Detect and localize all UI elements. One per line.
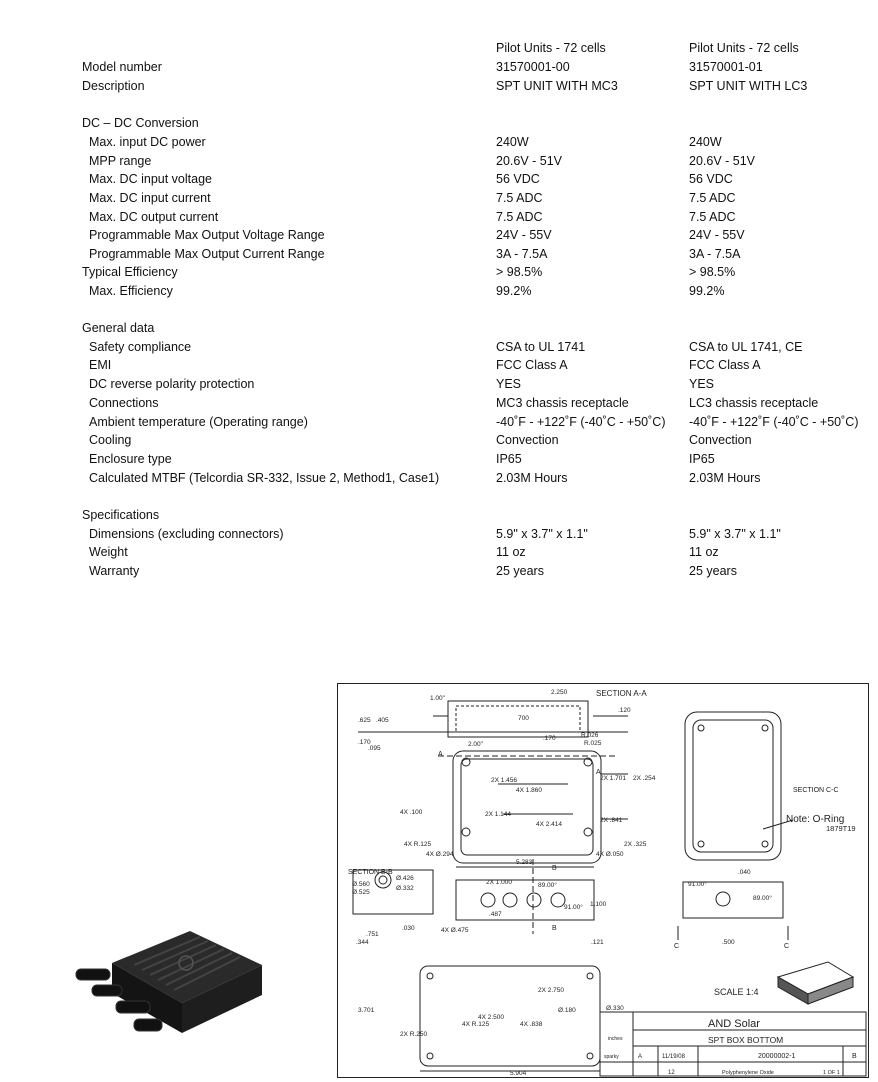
- spec-row: [0, 469, 878, 487]
- dim-label: 4X .100: [400, 809, 423, 816]
- section-marker: C: [784, 943, 790, 950]
- dim-label: 700: [518, 715, 529, 722]
- spec-value-2: YES: [689, 377, 715, 391]
- port: [503, 893, 517, 907]
- spec-label: Weight: [89, 545, 128, 559]
- spec-value-2: CSA to UL 1741, CE: [689, 340, 803, 354]
- dim-label: 2X R.250: [400, 1031, 428, 1038]
- revision: B: [852, 1053, 857, 1060]
- dim-label: .625: [358, 717, 371, 724]
- dim-label: Ø.330: [606, 1005, 624, 1012]
- spec-row: [0, 338, 878, 356]
- spec-value-2: 31570001-01: [689, 60, 763, 74]
- spec-row: [0, 525, 878, 543]
- spec-row: [0, 152, 878, 170]
- dim-label: .120: [618, 707, 631, 714]
- units: inches: [608, 1036, 623, 1042]
- port: [527, 893, 541, 907]
- drawing-title: SPT BOX BOTTOM: [708, 1035, 784, 1045]
- section-cc-inner: [693, 720, 773, 852]
- port: [481, 893, 495, 907]
- dim-label: 2X .254: [633, 775, 656, 782]
- section-aa-label: SECTION A-A: [596, 689, 647, 698]
- spec-value-1: > 98.5%: [496, 265, 543, 279]
- spec-value-1: 25 years: [496, 564, 544, 578]
- spec-value-2: 3A - 7.5A: [689, 247, 741, 261]
- port: [551, 893, 565, 907]
- spec-value-2: 240W: [689, 135, 722, 149]
- dim-label: 2X 1.701: [600, 775, 627, 782]
- dim-label: .095: [368, 745, 381, 752]
- dim-label: 4X Ø.050: [596, 851, 624, 858]
- dim-label: 1.00": [430, 695, 445, 702]
- spec-label: Connections: [89, 396, 159, 410]
- spec-value-1: 20.6V - 51V: [496, 154, 563, 168]
- spec-value-2: IP65: [689, 452, 715, 466]
- section-bb-label: SECTION B-B: [348, 869, 393, 876]
- spec-label: DC – DC Conversion: [82, 116, 199, 130]
- spec-row: [0, 133, 878, 151]
- spec-label: Description: [82, 79, 145, 93]
- dim-label: 4X 2.414: [536, 821, 563, 828]
- technical-drawing: [337, 683, 869, 1078]
- drawing-scale: 12: [668, 1070, 675, 1076]
- drawing-date: 11/19/08: [662, 1054, 685, 1060]
- spec-value-1: 31570001-00: [496, 60, 570, 74]
- spec-label: Warranty: [89, 564, 140, 578]
- front-view-outline: [456, 880, 594, 920]
- dim-label: Ø.525: [352, 889, 370, 896]
- note-label: Note: O-Ring: [786, 814, 845, 825]
- spec-label: Model number: [82, 60, 162, 74]
- spec-label: Max. DC output current: [89, 210, 219, 224]
- dim-label: 91.00°: [688, 881, 707, 888]
- section-marker: A: [596, 769, 601, 776]
- dim-label: .170: [543, 735, 556, 742]
- dim-label: Ø.180: [558, 1007, 576, 1014]
- spec-label: Max. DC input current: [89, 191, 211, 205]
- spec-value-1: 240W: [496, 135, 529, 149]
- spec-label: Programmable Max Output Current Range: [89, 247, 325, 261]
- dim-label: .487: [489, 911, 502, 918]
- dim-label: .751: [366, 931, 379, 938]
- sheet-number: 1 OF 1: [823, 1070, 840, 1076]
- iso-box-front: [778, 977, 808, 1004]
- dim-label: 91.00°: [564, 904, 583, 911]
- hole: [698, 841, 704, 847]
- dim-label: 2.00": [468, 741, 483, 748]
- spec-value-1: 3A - 7.5A: [496, 247, 548, 261]
- spec-row: [0, 208, 878, 226]
- dim-label: .030: [402, 925, 415, 932]
- iso-box-side: [808, 977, 853, 1004]
- hole: [698, 725, 704, 731]
- spec-label: Dimensions (excluding connectors): [89, 527, 284, 541]
- dim-label: .500: [722, 939, 735, 946]
- section-cc-label: SECTION C-C: [793, 787, 839, 794]
- dim-label: R.026: [581, 732, 599, 739]
- spec-row: [0, 450, 878, 468]
- spec-row: [0, 189, 878, 207]
- spec-label: Typical Efficiency: [82, 265, 178, 279]
- dim-label: Ø.560: [352, 881, 370, 888]
- hole: [427, 973, 433, 979]
- hole: [584, 828, 592, 836]
- spec-value-1: IP65: [496, 452, 522, 466]
- drawing-number: 20000002-1: [758, 1053, 796, 1060]
- spec-row: [0, 226, 878, 244]
- dim-label: R.025: [584, 740, 602, 747]
- spec-value-2: SPT UNIT WITH LC3: [689, 79, 808, 93]
- connector-bore-inner: [379, 876, 387, 884]
- material: Polyphenylene Oxide: [722, 1070, 774, 1076]
- spec-value-1: 2.03M Hours: [496, 471, 568, 485]
- dim-label: 2X 2.750: [538, 987, 565, 994]
- dim-label: .170: [358, 739, 371, 746]
- section-marker: C: [674, 943, 680, 950]
- section-cc-outline: [685, 712, 781, 860]
- drawn-by: sparky: [604, 1054, 619, 1060]
- spec-value-2: 25 years: [689, 564, 737, 578]
- dim-label: 89.00°: [753, 895, 772, 902]
- section-marker: B: [552, 865, 557, 872]
- spec-label: Programmable Max Output Voltage Range: [89, 228, 325, 242]
- spec-row: [0, 562, 878, 580]
- hole: [762, 841, 768, 847]
- spec-label: Ambient temperature (Operating range): [89, 415, 308, 429]
- spec-value-2: Convection: [689, 433, 752, 447]
- drawing-svg: [338, 684, 868, 1077]
- dim-label: 4X 1.860: [516, 787, 543, 794]
- spec-value-2: 56 VDC: [689, 172, 733, 186]
- spec-row: [0, 506, 878, 524]
- spec-value-1: Convection: [496, 433, 559, 447]
- dim-label: 5.904: [510, 1070, 527, 1077]
- spec-value-2: FCC Class A: [689, 358, 761, 372]
- hole: [587, 1053, 593, 1059]
- dim-label: .121: [591, 939, 604, 946]
- hole: [587, 973, 593, 979]
- top-view-outline: [453, 751, 601, 863]
- spec-row: [0, 58, 878, 76]
- spec-label: Specifications: [82, 508, 160, 522]
- spec-value-1: -40˚F - +122˚F (-40˚C - +50˚C): [496, 415, 666, 429]
- dim-label: .405: [376, 717, 389, 724]
- spec-value-1: SPT UNIT WITH MC3: [496, 79, 618, 93]
- spec-label: Safety compliance: [89, 340, 192, 354]
- spec-value-2: 99.2%: [689, 284, 725, 298]
- spec-value-1: 7.5 ADC: [496, 210, 543, 224]
- dim-label: 4X R.125: [462, 1021, 490, 1028]
- spec-row: [0, 77, 878, 95]
- spec-value-2: 11 oz: [689, 545, 719, 559]
- dim-label: Ø.332: [396, 885, 414, 892]
- spec-value-1: 7.5 ADC: [496, 191, 543, 205]
- spec-value-1: CSA to UL 1741: [496, 340, 586, 354]
- spec-row: [0, 282, 878, 300]
- port: [716, 892, 730, 906]
- spec-value-2: 7.5 ADC: [689, 210, 736, 224]
- spec-label: Max. Efficiency: [89, 284, 173, 298]
- spec-value-1: 11 oz: [496, 545, 526, 559]
- dim-label: 89.00°: [538, 882, 557, 889]
- spec-row: [0, 375, 878, 393]
- dim-label: 4X Ø.294: [426, 851, 454, 858]
- spec-value-1: YES: [496, 377, 522, 391]
- scale-label: SCALE 1:4: [714, 987, 759, 997]
- bottom-view-outline: [420, 966, 600, 1066]
- company-name: AND Solar: [708, 1018, 760, 1030]
- spec-row: [0, 245, 878, 263]
- top-view-inner: [461, 759, 593, 855]
- section-marker: A: [438, 751, 443, 758]
- drawing-size: A: [638, 1054, 643, 1060]
- spec-label: MPP range: [89, 154, 152, 168]
- dim-label: 2X 1.456: [491, 777, 518, 784]
- spec-row: [0, 413, 878, 431]
- spec-label: DC reverse polarity protection: [89, 377, 255, 391]
- hole: [427, 1053, 433, 1059]
- spec-row: [0, 170, 878, 188]
- product-image: [72, 925, 272, 1055]
- spec-row: [0, 319, 878, 337]
- spec-value-2: 5.9" x 3.7" x 1.1": [689, 527, 781, 541]
- dim-label: 3.701: [358, 1007, 375, 1014]
- spec-value-1: FCC Class A: [496, 358, 568, 372]
- dim-label: Ø.426: [396, 875, 414, 882]
- spec-label: General data: [82, 321, 155, 335]
- spec-value-2: 2.03M Hours: [689, 471, 761, 485]
- spec-row: [0, 394, 878, 412]
- spec-row: [0, 263, 878, 281]
- dim-label: 2X .841: [600, 817, 623, 824]
- spec-row: [0, 356, 878, 374]
- spec-value-2: 20.6V - 51V: [689, 154, 756, 168]
- spec-label: EMI: [89, 358, 112, 372]
- spec-label: Cooling: [89, 433, 132, 447]
- dim-label: 2.250: [551, 689, 568, 696]
- spec-value-2: LC3 chassis receptacle: [689, 396, 819, 410]
- spec-label: Calculated MTBF (Telcordia SR-332, Issue 2, Method1, Case1): [89, 471, 440, 485]
- spec-value-1: 99.2%: [496, 284, 532, 298]
- spec-value-1: 5.9" x 3.7" x 1.1": [496, 527, 588, 541]
- header-row: [0, 39, 878, 57]
- dim-label: .344: [356, 939, 369, 946]
- dim-label: 5.283: [516, 859, 533, 866]
- spec-value-2: 7.5 ADC: [689, 191, 736, 205]
- spec-row: [0, 114, 878, 132]
- column-header-2: Pilot Units - 72 cells: [689, 41, 799, 55]
- spec-value-2: 24V - 55V: [689, 228, 745, 242]
- spec-row: [0, 431, 878, 449]
- column-header-1: Pilot Units - 72 cells: [496, 41, 606, 55]
- spec-value-2: -40˚F - +122˚F (-40˚C - +50˚C): [689, 415, 859, 429]
- dim-label: .040: [738, 869, 751, 876]
- dim-label: 4X R.125: [404, 841, 432, 848]
- spec-label: Enclosure type: [89, 452, 172, 466]
- spec-row: [0, 543, 878, 561]
- dim-label: 1.100: [590, 901, 607, 908]
- spec-value-1: 24V - 55V: [496, 228, 552, 242]
- dim-label: 4X .838: [520, 1021, 543, 1028]
- dim-label: 4X Ø.475: [441, 927, 469, 934]
- spec-value-1: 56 VDC: [496, 172, 540, 186]
- spec-value-2: > 98.5%: [689, 265, 736, 279]
- section-marker: B: [552, 925, 557, 932]
- spec-label: Max. input DC power: [89, 135, 206, 149]
- dim-label: 2X 1.000: [486, 879, 513, 886]
- spec-value-1: MC3 chassis receptacle: [496, 396, 629, 410]
- hole: [462, 828, 470, 836]
- hole: [762, 725, 768, 731]
- note-part-number: 1879T19: [826, 824, 856, 833]
- product-photo: [72, 925, 272, 1060]
- dim-label: 2X 1.144: [485, 811, 512, 818]
- dim-label: 4X 2.500: [478, 1014, 505, 1021]
- dim-label: 2X .325: [624, 841, 647, 848]
- spec-label: Max. DC input voltage: [89, 172, 212, 186]
